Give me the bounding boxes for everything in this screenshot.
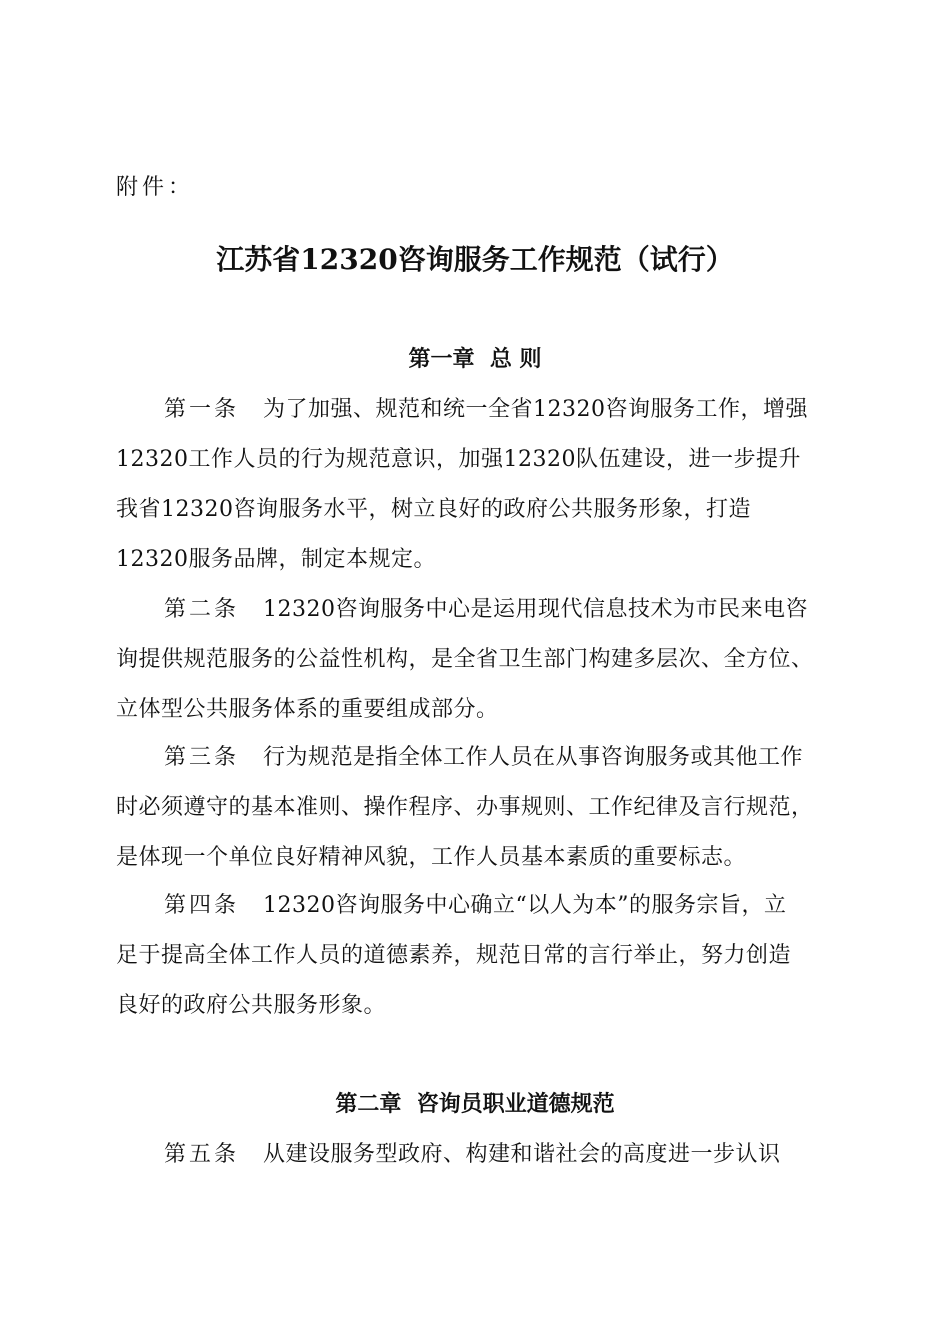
article-4-line-3: 良好的政府公共服务形象。 [116, 993, 387, 1018]
article-4-line-1 [116, 881, 838, 931]
attachment-label: 附件： [116, 175, 195, 200]
article-2-line-3: 立体型公共服务体系的重要组成部分。 [116, 697, 499, 722]
article-1-line-1 [116, 385, 838, 435]
chapter-heading-1: 第一章 总 则 [408, 347, 542, 372]
article-3-line-1 [116, 733, 838, 783]
article-2 [116, 585, 838, 735]
article-4-text: 12320咨询服务中心确立“以人为本”的服务宗旨，立 [263, 893, 787, 918]
document-title: 江苏省12320咨询服务工作规范（试行） [216, 243, 734, 276]
article-3-label: 第三条 [164, 745, 240, 770]
article-1-line-2: 12320工作人员的行为规范意识，加强12320队伍建设，进一步提升 [116, 447, 801, 472]
article-1-label: 第一条 [164, 397, 240, 422]
article-1-line-4: 12320服务品牌，制定本规定。 [116, 547, 436, 572]
article-2-line-2: 询提供规范服务的公益性机构，是全省卫生部门构建多层次、全方位、 [116, 647, 814, 672]
article-2-text: 12320咨询服务中心是运用现代信息技术为市民来电咨 [263, 597, 809, 622]
chapter-heading-2: 第二章 咨询员职业道德规范 [335, 1092, 615, 1117]
article-5-label: 第五条 [164, 1142, 240, 1167]
article-4 [116, 881, 838, 1031]
article-5-line-1 [116, 1130, 838, 1180]
article-1-text: 为了加强、规范和统一全省12320咨询服务工作，增强 [263, 397, 809, 422]
article-2-label: 第二条 [164, 597, 240, 622]
article-5-text: 从建设服务型政府、构建和谐社会的高度进一步认识 [263, 1142, 781, 1167]
article-1-line-3: 我省12320咨询服务水平，树立良好的政府公共服务形象，打造 [116, 497, 751, 522]
article-2-line-1 [116, 585, 838, 635]
article-3 [116, 733, 838, 883]
article-4-label: 第四条 [164, 893, 240, 918]
article-5 [116, 1130, 838, 1180]
article-3-line-2: 时必须遵守的基本准则、操作程序、办事规则、工作纪律及言行规范， [116, 795, 814, 820]
article-1 [116, 385, 838, 585]
article-3-text: 行为规范是指全体工作人员在从事咨询服务或其他工作 [263, 745, 804, 770]
article-4-line-2: 足于提高全体工作人员的道德素养，规范日常的言行举止，努力创造 [116, 943, 792, 968]
article-3-line-3: 是体现一个单位良好精神风貌，工作人员基本素质的重要标志。 [116, 845, 747, 870]
